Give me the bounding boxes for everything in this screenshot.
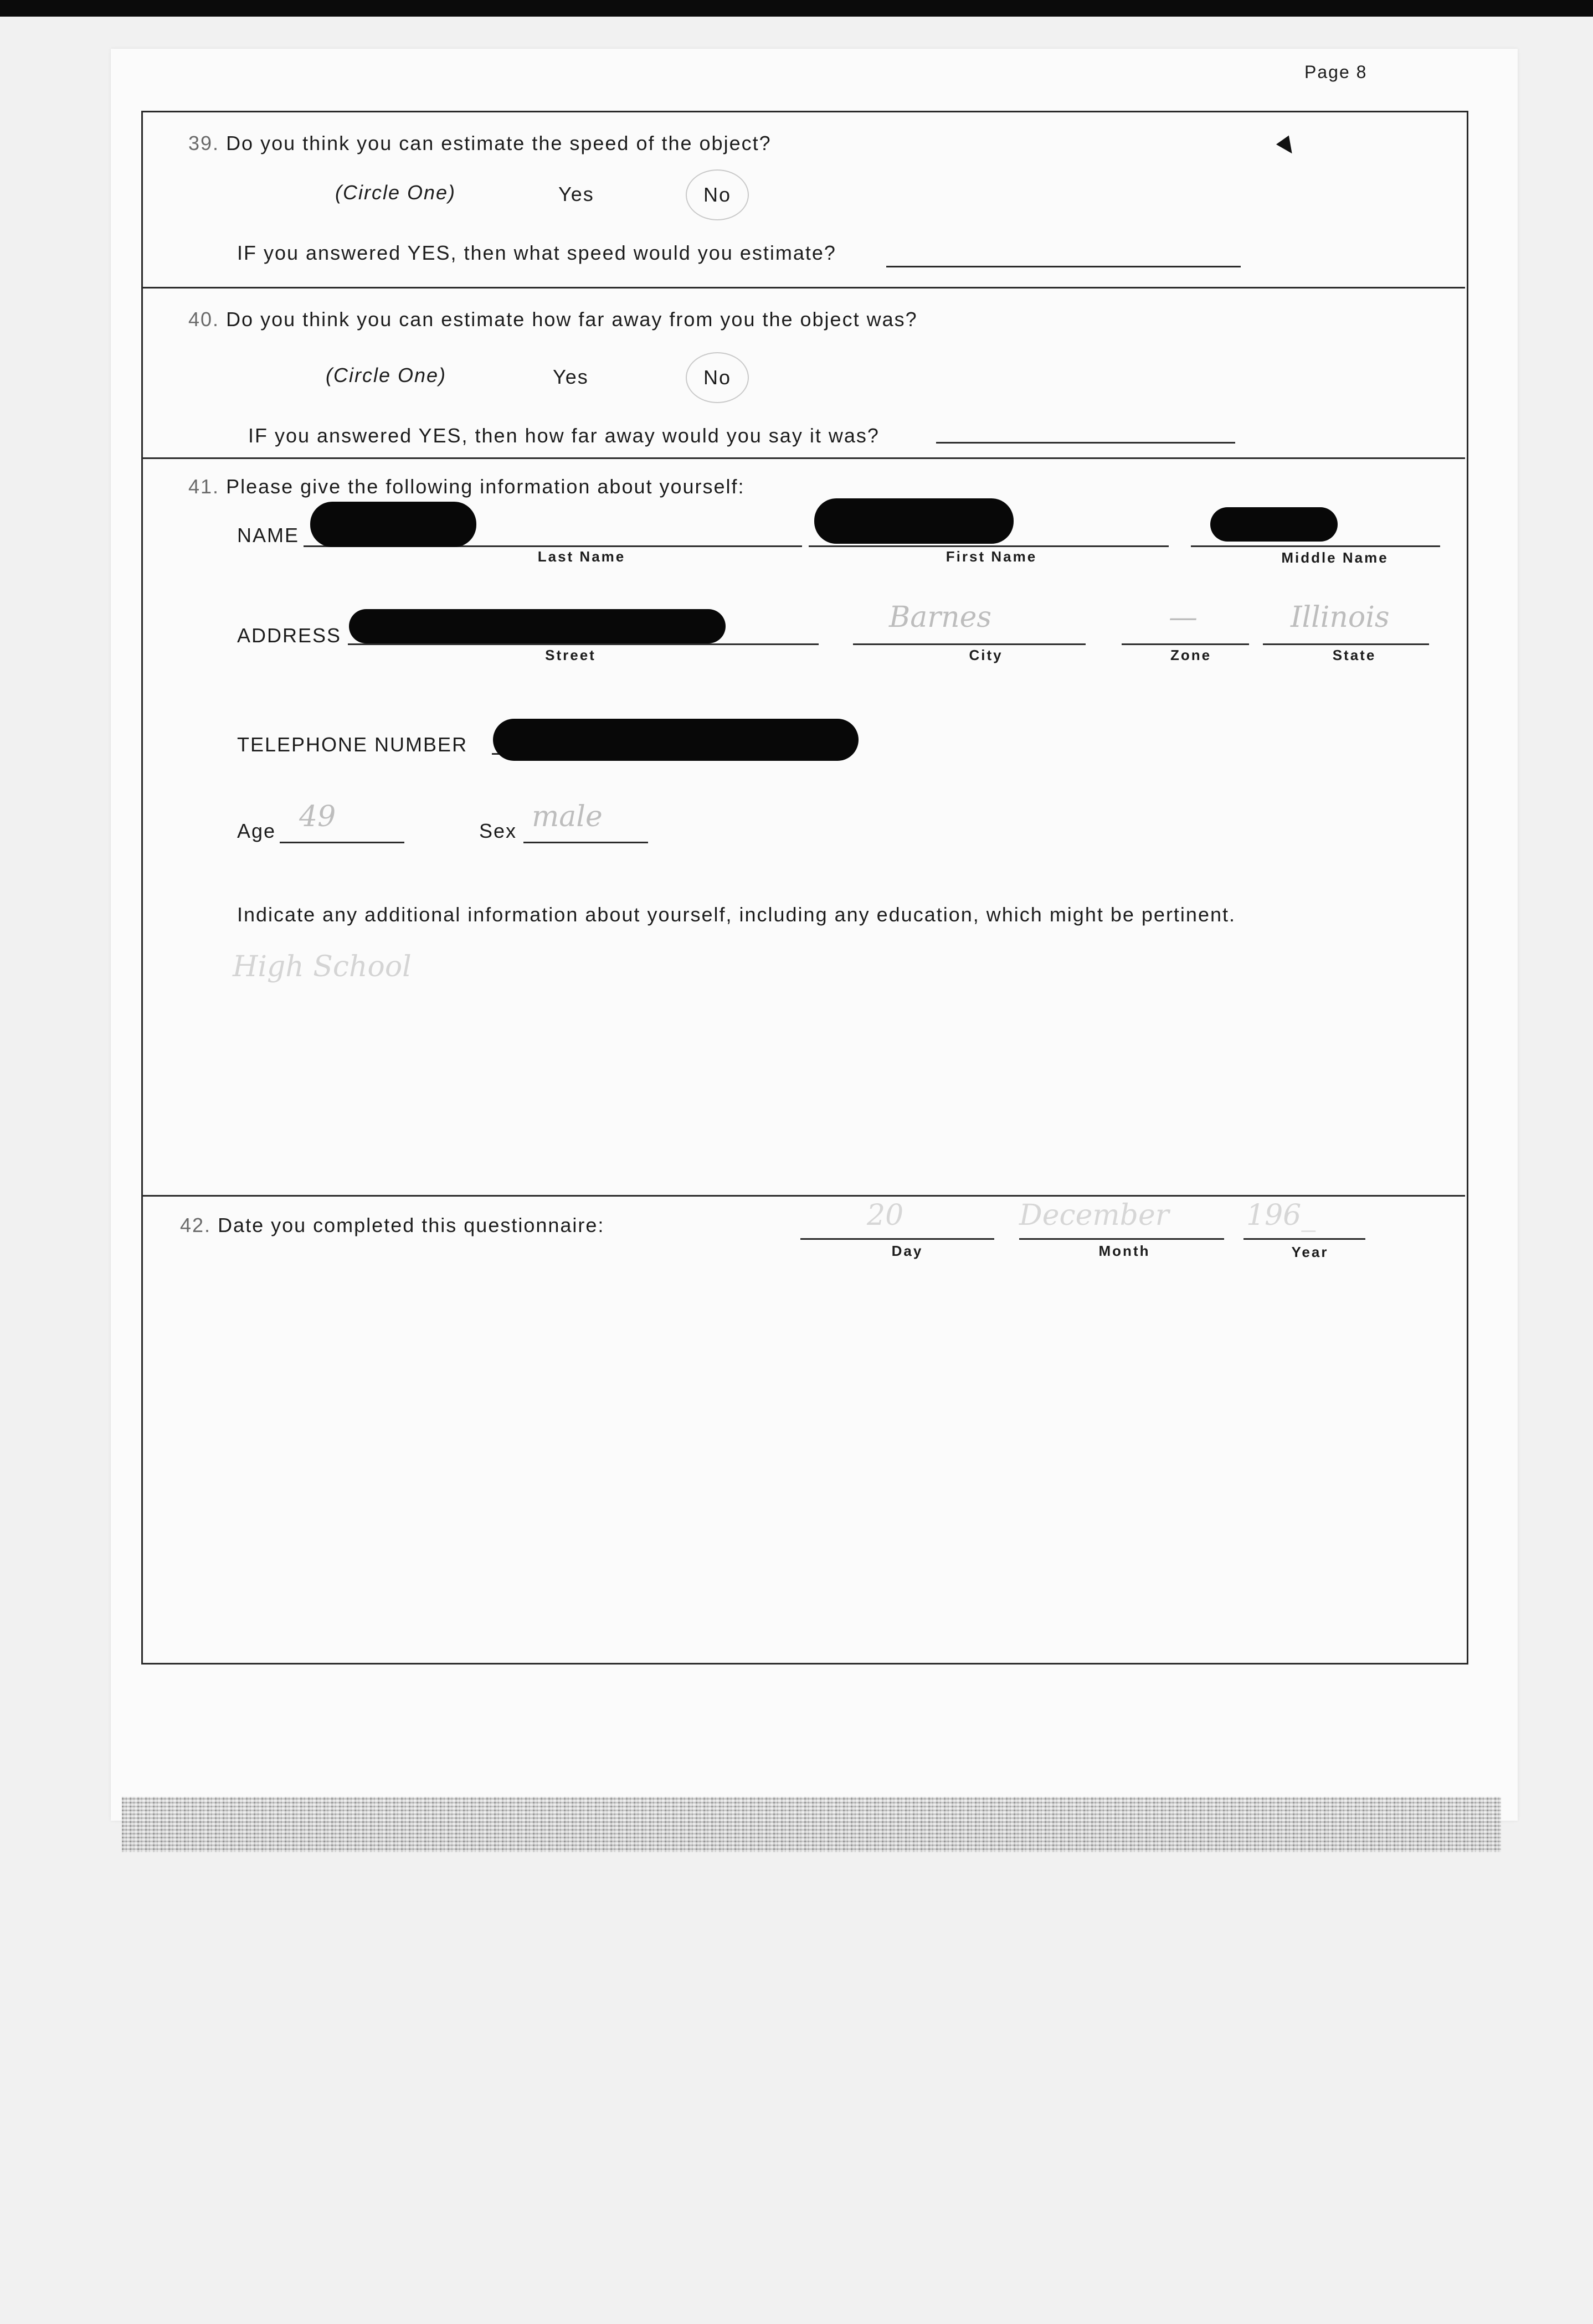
redaction-telephone [493, 719, 859, 761]
redaction-last-name [310, 502, 476, 547]
question-40-text: Do you think you can estimate how far away from you the object was? [226, 308, 918, 331]
scan-top-edge [0, 0, 1593, 17]
middle-name-line[interactable] [1191, 545, 1440, 547]
question-42-number: 42. [180, 1214, 212, 1236]
question-40 [188, 308, 918, 331]
q39-circle-prompt: (Circle One) [335, 181, 456, 204]
redaction-street [349, 609, 726, 643]
year-line[interactable] [1243, 1238, 1365, 1240]
divider-39-40 [143, 287, 1465, 288]
city-value: Barnes [889, 601, 992, 634]
q40-no-label: No [703, 366, 732, 389]
telephone-label: TELEPHONE NUMBER [237, 733, 468, 756]
redaction-middle-name [1210, 507, 1338, 542]
first-name-caption: First Name [945, 548, 1037, 565]
state-caption: State [1332, 647, 1376, 663]
q39-followup: IF you answered YES, then what speed would you estimate? [237, 241, 836, 264]
q39-yes-option[interactable]: Yes [558, 183, 594, 205]
day-line[interactable] [800, 1238, 994, 1240]
zone-caption: Zone [1170, 647, 1212, 663]
q40-distance-line[interactable] [936, 442, 1235, 444]
city-caption: City [969, 647, 1003, 663]
q40-no-option[interactable] [686, 352, 749, 403]
month-line[interactable] [1019, 1238, 1224, 1240]
sex-value: male [532, 800, 603, 833]
zone-line[interactable] [1122, 643, 1249, 645]
name-label: NAME [237, 524, 300, 547]
day-caption: Day [891, 1243, 923, 1259]
additional-info-value: High School [233, 950, 412, 983]
month-value: December [1019, 1199, 1169, 1232]
question-40-number: 40. [188, 308, 220, 331]
state-line[interactable] [1263, 643, 1429, 645]
q40-yes-option[interactable]: Yes [553, 365, 589, 388]
divider-41-42 [143, 1195, 1465, 1197]
state-value: Illinois [1291, 601, 1390, 634]
question-42-text: Date you completed this questionnaire: [218, 1214, 605, 1236]
year-value: 196_ [1246, 1199, 1316, 1232]
q39-no-option[interactable] [686, 169, 749, 220]
age-line[interactable] [280, 842, 404, 843]
q39-speed-line[interactable] [886, 266, 1241, 267]
age-label: Age [237, 820, 276, 842]
question-41 [188, 475, 745, 498]
city-line[interactable] [853, 643, 1086, 645]
month-caption: Month [1098, 1243, 1150, 1259]
street-caption: Street [545, 647, 596, 663]
form-frame [141, 111, 1468, 1665]
question-41-text: Please give the following information about yourself: [226, 475, 745, 498]
question-41-number: 41. [188, 475, 220, 498]
q40-followup: IF you answered YES, then how far away would you say it was? [248, 424, 880, 447]
zone-value: — [1169, 601, 1198, 634]
divider-40-41 [143, 457, 1465, 459]
question-42 [180, 1214, 604, 1237]
question-39 [188, 132, 772, 155]
day-value: 20 [867, 1199, 904, 1232]
question-39-text: Do you think you can estimate the speed of the object? [226, 132, 772, 154]
year-caption: Year [1291, 1244, 1329, 1260]
address-label: ADDRESS [237, 624, 342, 647]
scan-noise-band [122, 1797, 1501, 1852]
first-name-line[interactable] [809, 545, 1169, 547]
age-value: 49 [299, 800, 336, 833]
additional-info-prompt: Indicate any additional information about yourself, including any education, which might be pertinent. [237, 903, 1236, 926]
page-number: Page 8 [1304, 62, 1368, 82]
sex-line[interactable] [523, 842, 648, 843]
sex-label: Sex [479, 820, 517, 842]
q39-no-label: No [703, 183, 732, 206]
redaction-first-name [814, 498, 1014, 544]
middle-name-caption: Middle Name [1281, 549, 1389, 566]
q40-circle-prompt: (Circle One) [326, 364, 447, 387]
question-39-number: 39. [188, 132, 220, 154]
street-line[interactable] [348, 643, 819, 645]
last-name-caption: Last Name [537, 548, 626, 565]
